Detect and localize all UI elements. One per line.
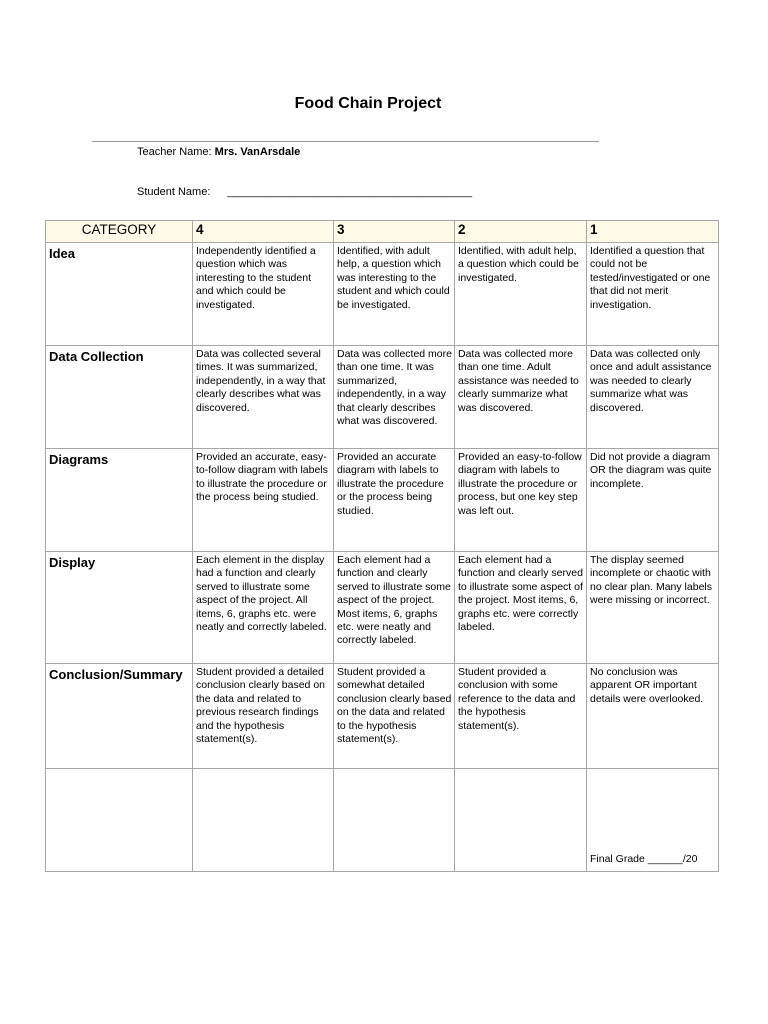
score-header-4: 4	[193, 221, 334, 243]
row-category: Conclusion/Summary	[46, 664, 193, 769]
score-2-cell: Provided an easy-to-follow diagram with labels to illustrate the procedure or process, but one key step was left out.	[455, 449, 587, 552]
empty-cell	[46, 769, 193, 872]
rubric-row-diagrams	[46, 449, 719, 552]
score-header-3: 3	[334, 221, 455, 243]
student-name-label: Student Name:	[137, 186, 211, 198]
score-4-cell: Data was collected several times. It was summarized, independently, in a way that clearly describes what was discovered.	[193, 346, 334, 449]
score-header-2: 2	[455, 221, 587, 243]
row-category: Display	[46, 552, 193, 664]
empty-cell	[455, 769, 587, 872]
rubric-row-conclusion	[46, 664, 719, 769]
score-2-cell: Data was collected more than one time. Adult assistance was needed to clearly summarize what was discovered.	[455, 346, 587, 449]
student-name-line	[137, 186, 472, 198]
title-divider	[92, 141, 599, 142]
score-1-cell: The display seemed incomplete or chaotic with no clear plan. Many labels were missing or incorrect.	[587, 552, 719, 664]
score-4-cell: Each element in the display had a function and clearly served to illustrate some aspect of the project. All items, 6, graphs etc. were neatly and correctly labeled.	[193, 552, 334, 664]
score-4-cell: Student provided a detailed conclusion clearly based on the data and related to previous research findings and the hypothesis statement(s).	[193, 664, 334, 769]
final-grade[interactable]: Final Grade ______/20	[587, 769, 719, 872]
page-title: Food Chain Project	[294, 95, 442, 112]
rubric-row-data-collection	[46, 346, 719, 449]
score-2-cell: Identified, with adult help, a question which could be investigated.	[455, 243, 587, 346]
row-category: Diagrams	[46, 449, 193, 552]
row-category: Idea	[46, 243, 193, 346]
score-3-cell: Each element had a function and clearly served to illustrate some aspect of the project. Most items, 6, graphs etc. were neatly and correctly labeled.	[334, 552, 455, 664]
rubric-table	[45, 220, 719, 872]
category-header: CATEGORY	[46, 221, 193, 243]
score-4-cell: Independently identified a question which was interesting to the student and which could be investigated.	[193, 243, 334, 346]
score-3-cell: Identified, with adult help, a question which was interesting to the student and which could be investigated.	[334, 243, 455, 346]
rubric-header-row	[46, 221, 719, 243]
score-2-cell: Student provided a conclusion with some reference to the data and the hypothesis statement(s).	[455, 664, 587, 769]
empty-cell	[193, 769, 334, 872]
score-1-cell: Data was collected only once and adult assistance was needed to clearly summarize what was discovered.	[587, 346, 719, 449]
teacher-name-value: Mrs. VanArsdale	[214, 146, 301, 158]
student-name-blank[interactable]: ________________________________________	[227, 186, 473, 198]
score-1-cell: Did not provide a diagram OR the diagram was quite incomplete.	[587, 449, 719, 552]
teacher-name-line	[137, 146, 300, 158]
rubric-row-idea	[46, 243, 719, 346]
teacher-name-label: Teacher Name:	[137, 146, 212, 158]
rubric-row-display	[46, 552, 719, 664]
row-category: Data Collection	[46, 346, 193, 449]
score-1-cell: No conclusion was apparent OR important details were overlooked.	[587, 664, 719, 769]
score-header-1: 1	[587, 221, 719, 243]
score-1-cell: Identified a question that could not be tested/investigated or one that did not merit investigation.	[587, 243, 719, 346]
score-4-cell: Provided an accurate, easy-to-follow diagram with labels to illustrate the procedure or the process being studied.	[193, 449, 334, 552]
score-2-cell: Each element had a function and clearly served to illustrate some aspect of the project. Most items, 6, graphs etc. were correctly labeled.	[455, 552, 587, 664]
score-3-cell: Student provided a somewhat detailed conclusion clearly based on the data and related to the hypothesis statement(s).	[334, 664, 455, 769]
rubric-row-final	[46, 769, 719, 872]
score-3-cell: Data was collected more than one time. It was summarized, independently, in a way that clearly describes what was discovered.	[334, 346, 455, 449]
score-3-cell: Provided an accurate diagram with labels to illustrate the procedure or the process being studied.	[334, 449, 455, 552]
empty-cell	[334, 769, 455, 872]
